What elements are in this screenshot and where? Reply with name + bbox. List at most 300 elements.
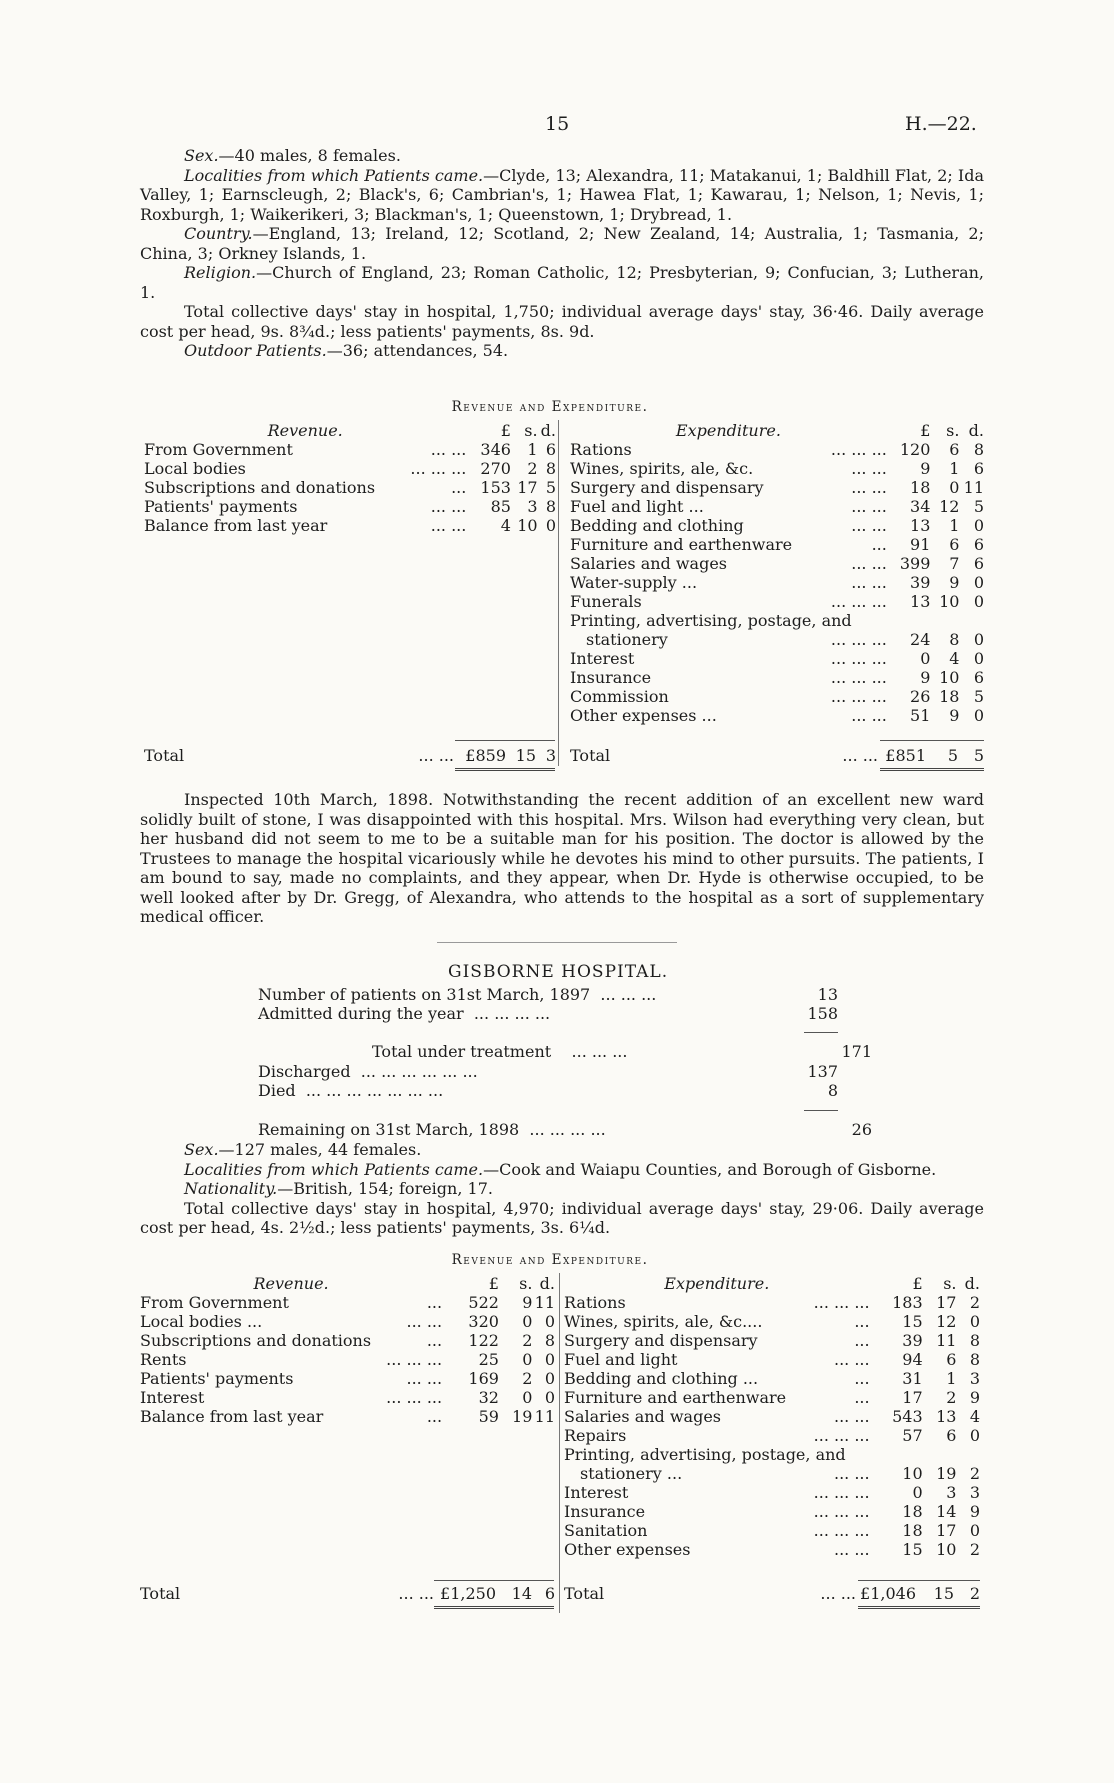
document-reference: H.—22. xyxy=(905,113,977,135)
expenditure-row xyxy=(570,573,984,592)
leader-dots: ... xyxy=(871,535,887,554)
gisborne-hospital-title: GISBORNE HOSPITAL. xyxy=(448,962,669,982)
pounds-value: 522 xyxy=(468,1293,499,1312)
expenditure-row xyxy=(564,1521,980,1540)
expenditure-table xyxy=(570,421,984,725)
pence-value: 11 xyxy=(534,1407,555,1426)
table-header-row xyxy=(564,1274,980,1293)
pence-value: 6 xyxy=(544,1584,555,1603)
revenue-row xyxy=(144,478,556,497)
shillings-value: 2 xyxy=(946,1388,957,1407)
total-double-rule xyxy=(434,1606,554,1609)
pounds-value: 18 xyxy=(910,478,931,497)
pounds-value: 0 xyxy=(912,1483,923,1502)
pence-value: 6 xyxy=(973,668,984,687)
leader-dots: ... xyxy=(451,478,467,497)
shillings-value: 1 xyxy=(527,440,538,459)
item-label: Total xyxy=(144,746,185,765)
shillings-value: 9 xyxy=(522,1293,533,1312)
shillings-value: 12 xyxy=(939,497,960,516)
shillings-value: 10 xyxy=(517,516,538,535)
item-label: Surgery and dispensary xyxy=(564,1331,758,1350)
leader-dots: ... ... xyxy=(834,1350,870,1369)
leader-dots: ... xyxy=(854,1369,870,1388)
pounds-value: 39 xyxy=(910,573,931,592)
revenue-row xyxy=(140,1369,555,1388)
item-label: Other expenses ... xyxy=(570,706,717,725)
item-label: Insurance xyxy=(564,1502,646,1521)
sum-rule xyxy=(804,1110,838,1111)
shillings-value: 12 xyxy=(936,1312,957,1331)
item-label: Insurance xyxy=(570,668,652,687)
pounds-header: £ xyxy=(500,421,511,440)
revenue-row xyxy=(140,1312,555,1331)
pence-value: 5 xyxy=(973,687,984,706)
expenditure-row xyxy=(570,516,984,535)
pence-header: d. xyxy=(964,1274,980,1293)
item-label: Bedding and clothing xyxy=(570,516,744,535)
revenue-row xyxy=(144,459,556,478)
shillings-value: 0 xyxy=(949,478,960,497)
expenditure-row xyxy=(570,459,984,478)
leader-dots: ... xyxy=(426,1293,443,1312)
expenditure-row xyxy=(564,1464,980,1483)
sex-text: —127 males, 44 females. xyxy=(218,1140,422,1159)
expenditure-row xyxy=(564,1331,980,1350)
shillings-value: 9 xyxy=(949,706,960,725)
pounds-value: 120 xyxy=(899,440,931,459)
revenue-total-row xyxy=(140,1584,555,1603)
item-label: Printing, advertising, postage, and xyxy=(570,611,852,630)
sex-text: —40 males, 8 females. xyxy=(218,146,401,165)
item-label: Patients' payments xyxy=(140,1369,294,1388)
pence-value: 0 xyxy=(973,649,984,668)
column-heading: Revenue. xyxy=(253,1274,329,1293)
pounds-value: 85 xyxy=(490,497,511,516)
shillings-value: 3 xyxy=(946,1483,957,1502)
pence-value: 11 xyxy=(963,478,984,497)
discharged-label: Discharged ... ... ... ... ... ... xyxy=(258,1062,478,1081)
gisborne-statistics xyxy=(140,1140,984,1238)
shillings-header: s. xyxy=(524,421,538,440)
remaining-label: Remaining on 31st March, 1898 ... ... ... ... xyxy=(258,1120,606,1139)
shillings-value: 14 xyxy=(936,1502,957,1521)
expenditure-total-row xyxy=(564,1584,980,1603)
expenditure-row xyxy=(570,630,984,649)
pence-value: 6 xyxy=(973,459,984,478)
pence-value: 0 xyxy=(973,630,984,649)
pence-value: 6 xyxy=(973,554,984,573)
leader-dots: ... ... xyxy=(430,516,467,535)
leader-dots: ... ... xyxy=(820,1584,856,1603)
item-label: Interest xyxy=(570,649,635,668)
pence-value: 8 xyxy=(969,1331,980,1350)
table-divider xyxy=(559,1273,560,1613)
pounds-value: 91 xyxy=(910,535,931,554)
pence-value: 8 xyxy=(544,1331,555,1350)
nationality-line xyxy=(140,1179,984,1199)
pence-value: 0 xyxy=(973,573,984,592)
shillings-header: s. xyxy=(943,1274,957,1293)
total-rule xyxy=(434,1580,554,1581)
pence-value: 8 xyxy=(545,497,556,516)
item-label: stationery ... xyxy=(580,1464,683,1483)
revenue-row xyxy=(140,1350,555,1369)
pence-value: 0 xyxy=(969,1426,980,1445)
table-header-row xyxy=(570,421,984,440)
pounds-value: £851 xyxy=(885,746,926,765)
leader-dots: ... xyxy=(854,1312,870,1331)
expenditure-row xyxy=(570,668,984,687)
pence-value: 2 xyxy=(969,1540,980,1559)
discharged-value: 137 xyxy=(807,1062,838,1081)
pounds-value: 320 xyxy=(468,1312,499,1331)
shillings-value: 15 xyxy=(515,746,536,765)
pence-value: 9 xyxy=(969,1388,980,1407)
shillings-value: 10 xyxy=(936,1540,957,1559)
expenditure-row xyxy=(570,478,984,497)
expenditure-row xyxy=(564,1426,980,1445)
item-label: Sanitation xyxy=(564,1521,648,1540)
pounds-value: 24 xyxy=(910,630,931,649)
item-label: Balance from last year xyxy=(144,516,328,535)
expenditure-row xyxy=(564,1388,980,1407)
shillings-value: 17 xyxy=(936,1521,957,1540)
item-label: Repairs xyxy=(564,1426,627,1445)
pence-value: 0 xyxy=(969,1521,980,1540)
shillings-value: 5 xyxy=(947,746,958,765)
sex-line xyxy=(140,146,984,166)
pence-value: 8 xyxy=(969,1350,980,1369)
pounds-value: 25 xyxy=(478,1350,499,1369)
total-rule xyxy=(455,740,555,741)
pence-header: d. xyxy=(540,421,556,440)
shillings-value: 11 xyxy=(936,1331,957,1350)
died-value: 8 xyxy=(827,1081,838,1100)
pence-value: 3 xyxy=(969,1483,980,1502)
pence-value: 0 xyxy=(973,706,984,725)
item-label: Interest xyxy=(564,1483,629,1502)
stay-line: Total collective days' stay in hospital, 1,750; individual average days' stay, 36·46. Daily average cost per head, 9s. 8¾d.; less patients' payments, 8s. 9d. xyxy=(140,302,984,341)
leader-dots: ... ... xyxy=(406,1369,443,1388)
remaining-value: 26 xyxy=(851,1120,872,1139)
leader-dots: ... ... ... xyxy=(386,1350,443,1369)
item-label: stationery xyxy=(586,630,668,649)
localities-line xyxy=(140,1160,984,1180)
item-label: From Government xyxy=(144,440,293,459)
pounds-value: 17 xyxy=(902,1388,923,1407)
leader-dots: ... ... xyxy=(851,573,887,592)
pence-value: 3 xyxy=(969,1369,980,1388)
pounds-value: 34 xyxy=(910,497,931,516)
column-heading: Expenditure. xyxy=(664,1274,770,1293)
pounds-value: 13 xyxy=(910,592,931,611)
total-row xyxy=(570,746,984,765)
pounds-value: 15 xyxy=(902,1540,923,1559)
pence-value: 6 xyxy=(545,440,556,459)
leader-dots: ... ... xyxy=(851,706,887,725)
pence-header: d. xyxy=(539,1274,555,1293)
expenditure-row xyxy=(570,687,984,706)
leader-dots: ... ... ... xyxy=(813,1483,870,1502)
pounds-value: 399 xyxy=(899,554,931,573)
sum-rule xyxy=(804,1032,838,1033)
pounds-value: 270 xyxy=(480,459,511,478)
total-double-rule xyxy=(880,768,984,771)
total-double-rule xyxy=(858,1606,980,1609)
leader-dots: ... ... ... xyxy=(813,1502,870,1521)
pounds-value: 346 xyxy=(480,440,511,459)
shillings-value: 1 xyxy=(949,516,960,535)
leader-dots: ... ... xyxy=(834,1464,870,1483)
revenue-row xyxy=(140,1407,555,1426)
religion-label: Religion. xyxy=(184,263,257,282)
localities-text: —Cook and Waiapu Counties, and Borough of Gisborne. xyxy=(483,1159,937,1179)
sex-line xyxy=(140,1140,984,1160)
expenditure-row xyxy=(564,1293,980,1312)
revenue-row xyxy=(144,440,556,459)
pounds-value: 18 xyxy=(902,1521,923,1540)
leader-dots: ... ... ... xyxy=(830,668,887,687)
item-label: Commission xyxy=(570,687,669,706)
shillings-value: 0 xyxy=(522,1388,533,1407)
pence-value: 5 xyxy=(973,497,984,516)
pounds-value: 169 xyxy=(468,1369,499,1388)
item-label: Printing, advertising, postage, and xyxy=(564,1445,846,1464)
shillings-value: 14 xyxy=(511,1584,532,1603)
outdoor-line xyxy=(140,341,984,361)
item-label: Total xyxy=(564,1584,605,1603)
leader-dots: ... ... ... xyxy=(813,1426,870,1445)
pounds-value: £1,250 xyxy=(440,1584,496,1603)
pounds-value: 0 xyxy=(920,649,931,668)
item-label: Wines, spirits, ale, &c. xyxy=(570,459,754,478)
shillings-value: 8 xyxy=(949,630,960,649)
pence-value: 2 xyxy=(969,1293,980,1312)
column-heading: Expenditure. xyxy=(675,421,781,440)
shillings-value: 19 xyxy=(512,1407,533,1426)
pounds-value: 13 xyxy=(910,516,931,535)
shillings-value: 19 xyxy=(936,1464,957,1483)
item-label: Patients' payments xyxy=(144,497,298,516)
item-label: Subscriptions and donations xyxy=(144,478,376,497)
item-label: Salaries and wages xyxy=(570,554,728,573)
localities-label: Localities from which Patients came. xyxy=(184,1159,484,1179)
pence-value: 4 xyxy=(969,1407,980,1426)
revenue-row xyxy=(144,497,556,516)
item-label: Total xyxy=(570,746,611,765)
pence-value: 0 xyxy=(544,1312,555,1331)
shillings-value: 0 xyxy=(522,1350,533,1369)
total-rule xyxy=(880,740,984,741)
leader-dots: ... ... ... xyxy=(410,459,467,478)
revenue-row xyxy=(140,1388,555,1407)
pounds-value: 59 xyxy=(478,1407,499,1426)
table-header-row xyxy=(140,1274,555,1293)
stat-value: 158 xyxy=(807,1004,838,1023)
inspection-report xyxy=(140,790,984,927)
stay-line: Total collective days' stay in hospital, 4,970; individual average days' stay, 29·06. Daily average cost per head, 4s. 2½d.; less patients' payments, 3s. 6¼d. xyxy=(140,1198,984,1237)
shillings-value: 1 xyxy=(949,459,960,478)
leader-dots: ... ... xyxy=(851,459,887,478)
leader-dots: ... ... xyxy=(834,1407,870,1426)
leader-dots: ... ... ... xyxy=(813,1521,870,1540)
leader-dots: ... ... ... xyxy=(830,630,887,649)
revenue-row xyxy=(144,516,556,535)
religion-line xyxy=(140,263,984,302)
pence-value: 3 xyxy=(545,746,556,765)
item-label: Rations xyxy=(564,1293,626,1312)
pounds-header: £ xyxy=(920,421,931,440)
first-hospital-statistics xyxy=(140,146,984,361)
leader-dots: ... ... xyxy=(851,554,887,573)
item-label: Rents xyxy=(140,1350,187,1369)
shillings-value: 15 xyxy=(933,1584,954,1603)
pounds-value: 15 xyxy=(902,1312,923,1331)
leader-dots: ... ... ... xyxy=(830,440,887,459)
shillings-value: 10 xyxy=(939,668,960,687)
expenditure-row xyxy=(570,440,984,459)
pounds-value: 51 xyxy=(910,706,931,725)
shillings-value: 1 xyxy=(946,1369,957,1388)
pence-value: 11 xyxy=(534,1293,555,1312)
item-label: From Government xyxy=(140,1293,289,1312)
religion-text: —Church of England, 23; Roman Catholic, 12; Presbyterian, 9; Confucian, 3; Lutheran, 1. xyxy=(140,263,984,302)
expenditure-row xyxy=(564,1445,980,1464)
pounds-value: 4 xyxy=(500,516,511,535)
country-text: —England, 13; Ireland, 12; Scotland, 2; New Zealand, 14; Australia, 1; Tasmania, 2; China, 3; Orkney Islands, 1. xyxy=(140,224,984,263)
pence-value: 0 xyxy=(544,1350,555,1369)
expenditure-table xyxy=(564,1274,980,1559)
leader-dots: ... xyxy=(854,1388,870,1407)
leader-dots: ... ... xyxy=(851,478,887,497)
pounds-value: 122 xyxy=(468,1331,499,1350)
shillings-value: 6 xyxy=(946,1426,957,1445)
leader-dots: ... ... ... xyxy=(830,592,887,611)
pence-value: 0 xyxy=(544,1369,555,1388)
pounds-value: 18 xyxy=(902,1502,923,1521)
expenditure-row xyxy=(564,1540,980,1559)
item-label: Other expenses xyxy=(564,1540,691,1559)
leader-dots: ... ... xyxy=(842,746,878,765)
outdoor-label: Outdoor Patients. xyxy=(184,341,327,360)
outdoor-text: —36; attendances, 54. xyxy=(326,341,509,360)
page-number: 15 xyxy=(545,113,570,135)
item-label: Furniture and earthenware xyxy=(564,1388,787,1407)
item-label: Rations xyxy=(570,440,632,459)
expenditure-row xyxy=(570,497,984,516)
shillings-value: 2 xyxy=(527,459,538,478)
pounds-header: £ xyxy=(488,1274,499,1293)
leader-dots: ... xyxy=(426,1407,443,1426)
nationality-text: —British, 154; foreign, 17. xyxy=(277,1179,493,1198)
pence-value: 5 xyxy=(973,746,984,765)
country-line xyxy=(140,224,984,263)
shillings-value: 13 xyxy=(936,1407,957,1426)
shillings-value: 17 xyxy=(936,1293,957,1312)
localities-label: Localities from which Patients came. xyxy=(184,165,484,185)
expenditure-row xyxy=(564,1483,980,1502)
pence-value: 0 xyxy=(969,1312,980,1331)
pounds-value: £859 xyxy=(465,746,506,765)
sex-label: Sex. xyxy=(184,1140,219,1159)
inspection-text: Inspected 10th March, 1898. Notwithstanding the recent addition of an excellent new ward solidly built of stone, I was disappointed with this hospital. Mrs. Wilson had everything very clean, but her husband did not seem to me to be a suitable man for his position. The doctor is allowed by the Trustees to manage the hospital vicariously while he devotes his mind to other pursuits. The patients, I am bound to say, made no complaints, and they appear, when Dr. Hyde is otherwise occupied, to be well looked after by Dr. Gregg, of Alexandra, who attends to the hospital as a sort of supplementary medical officer. xyxy=(140,790,984,926)
section-separator xyxy=(437,942,677,943)
item-label: Water-supply ... xyxy=(570,573,698,592)
pence-header: d. xyxy=(968,421,984,440)
expenditure-row xyxy=(564,1312,980,1331)
localities-line xyxy=(140,166,984,225)
table-divider xyxy=(558,420,559,766)
revenue-total-row xyxy=(144,746,556,765)
pounds-value: 153 xyxy=(480,478,511,497)
leader-dots: ... xyxy=(426,1331,443,1350)
leader-dots: ... ... ... xyxy=(830,649,887,668)
localities-text: —Clyde, 13; Alexandra, 11; Matakanui, 1; Baldhill Flat, 2; Ida Valley, 1; Earnscleugh, 2; Black's, 6; Cambrian's, 1; Hawea Flat, 1; Kawarau, 1; Nelson, 1; Nevis, 1; Roxburgh, 1; Waikerikeri, 3; Blackman's, 1; Queenstown, 1; Drybread, 1. xyxy=(140,165,984,224)
item-label: Surgery and dispensary xyxy=(570,478,764,497)
leader-dots: ... ... xyxy=(430,440,467,459)
stat-label: Admitted during the year ... ... ... ... xyxy=(258,1004,551,1023)
leader-dots: ... ... xyxy=(398,1584,434,1603)
pence-value: 9 xyxy=(969,1502,980,1521)
revenue-expenditure-title-2: Revenue and Expenditure. xyxy=(451,1252,649,1268)
item-label: Fuel and light ... xyxy=(570,497,704,516)
item-label: Bedding and clothing ... xyxy=(564,1369,759,1388)
expenditure-total-row xyxy=(570,746,984,765)
leader-dots: ... ... ... xyxy=(813,1293,870,1312)
item-label: Interest xyxy=(140,1388,205,1407)
expenditure-row xyxy=(570,706,984,725)
pounds-value: 183 xyxy=(892,1293,923,1312)
expenditure-row xyxy=(564,1369,980,1388)
item-label: Wines, spirits, ale, &c.... xyxy=(564,1312,763,1331)
shillings-value: 2 xyxy=(522,1331,533,1350)
leader-dots: ... ... ... xyxy=(386,1388,443,1407)
revenue-expenditure-title-1: Revenue and Expenditure. xyxy=(451,399,649,415)
revenue-table xyxy=(144,421,556,535)
pounds-value: 32 xyxy=(478,1388,499,1407)
total-under-treatment-value: 171 xyxy=(841,1042,872,1061)
item-label: Fuel and light xyxy=(564,1350,678,1369)
expenditure-row xyxy=(570,592,984,611)
total-under-treatment: Total under treatment ... ... ... xyxy=(372,1042,628,1061)
leader-dots: ... ... ... xyxy=(830,687,887,706)
pounds-value: 10 xyxy=(902,1464,923,1483)
pence-value: 2 xyxy=(969,1584,980,1603)
expenditure-row xyxy=(570,649,984,668)
expenditure-row xyxy=(564,1350,980,1369)
pence-value: 2 xyxy=(969,1464,980,1483)
total-double-rule xyxy=(455,768,555,771)
pounds-value: 31 xyxy=(902,1369,923,1388)
shillings-value: 6 xyxy=(949,440,960,459)
pounds-value: 57 xyxy=(902,1426,923,1445)
shillings-value: 7 xyxy=(949,554,960,573)
revenue-row xyxy=(140,1293,555,1312)
pounds-value: £1,046 xyxy=(860,1584,916,1603)
column-heading: Revenue. xyxy=(267,421,343,440)
item-label: Total xyxy=(140,1584,181,1603)
pounds-value: 39 xyxy=(902,1331,923,1350)
total-row xyxy=(140,1584,555,1603)
leader-dots: ... ... xyxy=(418,746,454,765)
shillings-value: 6 xyxy=(946,1350,957,1369)
revenue-row xyxy=(140,1331,555,1350)
item-label: Funerals xyxy=(570,592,642,611)
item-label: Salaries and wages xyxy=(564,1407,722,1426)
leader-dots: ... ... xyxy=(851,516,887,535)
died-label: Died ... ... ... ... ... ... ... xyxy=(258,1081,444,1100)
